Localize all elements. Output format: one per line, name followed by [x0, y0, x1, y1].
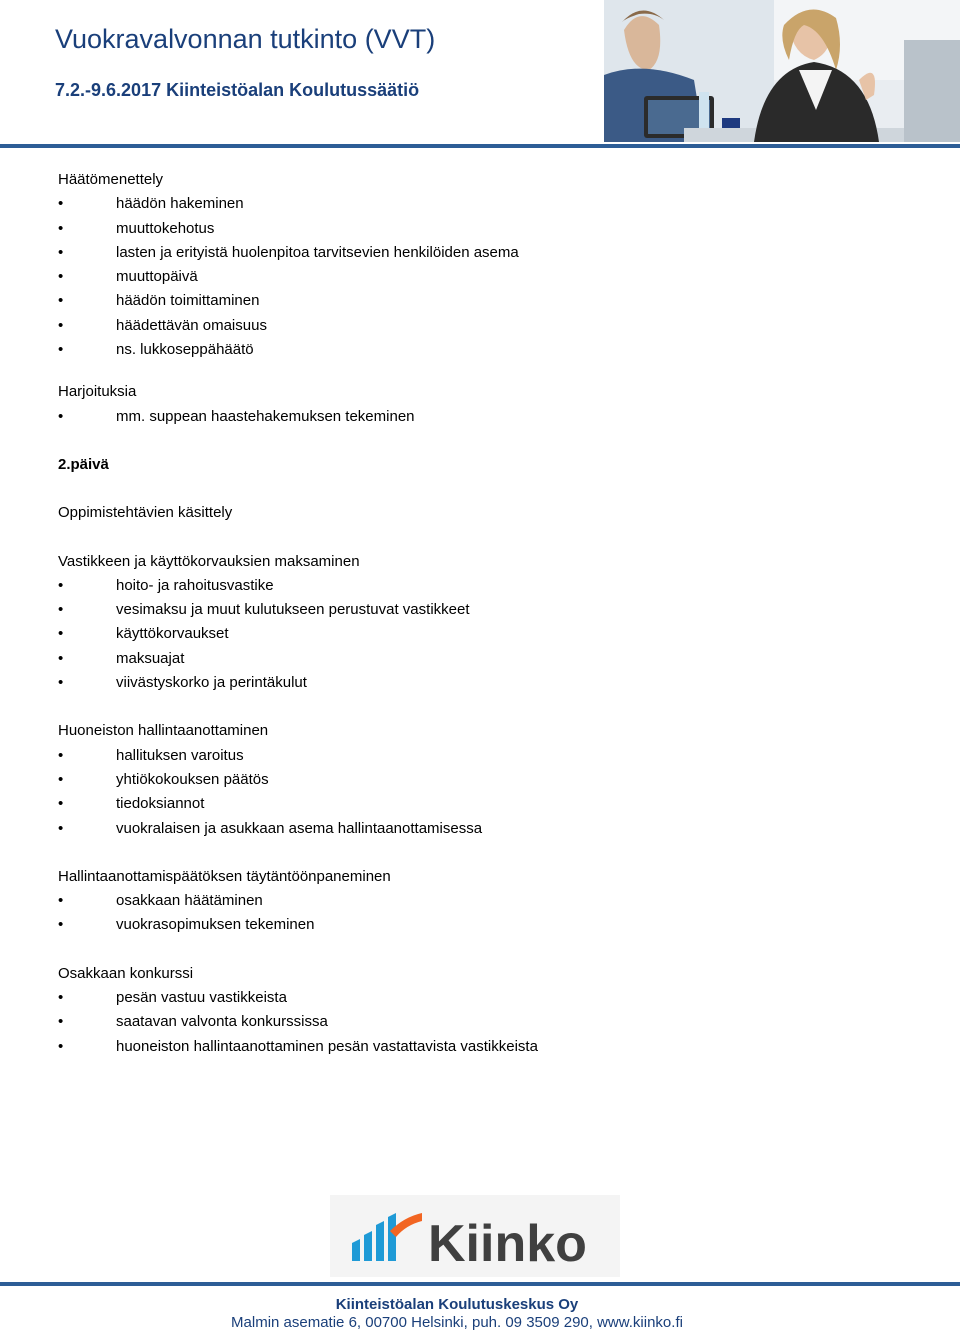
bullet-icon: • — [58, 1037, 64, 1055]
bullet-icon: • — [58, 316, 64, 334]
document-subtitle: 7.2.-9.6.2017 Kiinteistöalan Koulutussäätiö — [55, 80, 420, 100]
bullet-icon: • — [58, 219, 64, 237]
header-photo — [604, 0, 960, 142]
list-item: • muuttokehotus — [58, 217, 918, 241]
bullet-icon: • — [58, 407, 64, 425]
section-title-taytantoonpano: Hallintaanottamispäätöksen täytäntöönpaneminen — [58, 867, 391, 885]
bullet-icon: • — [58, 1013, 64, 1031]
footer-divider — [0, 1282, 960, 1286]
bullet-icon: • — [58, 243, 64, 261]
bullet-icon: • — [58, 916, 64, 934]
document-title: Vuokravalvonnan tutkinto (VVT) — [55, 24, 436, 54]
list-item: • tiedoksiannot — [58, 792, 918, 816]
document-body — [58, 168, 918, 1059]
list-item: • muuttopäivä — [58, 265, 918, 289]
list-item: • häädön hakeminen — [58, 192, 918, 216]
list-item: • osakkaan häätäminen — [58, 889, 918, 913]
list-item: • huoneiston hallintaanottaminen pesän vastattavista vastikkeista — [58, 1035, 918, 1059]
list-item: • viivästyskorko ja perintäkulut — [58, 671, 918, 695]
bullet-icon: • — [58, 892, 64, 910]
bullet-icon: • — [58, 649, 64, 667]
section-title-konkurssi: Osakkaan konkurssi — [58, 964, 194, 982]
footer-company-name: Kiinteistöalan Koulutuskeskus Oy — [335, 1296, 579, 1313]
list-item: • vuokrasopimuksen tekeminen — [58, 913, 918, 937]
bullet-icon: • — [58, 746, 64, 764]
section-title-oppimistehtavat: Oppimistehtävien käsittely — [58, 504, 233, 522]
bullet-icon: • — [58, 341, 64, 359]
section-title-hallintaanottaminen: Huoneiston hallintaanottaminen — [58, 722, 269, 740]
bullet-icon: • — [58, 674, 64, 692]
section-title-vastikkeet: Vastikkeen ja käyttökorvauksien maksaminen — [58, 552, 360, 570]
list-item: • häädettävän omaisuus — [58, 314, 918, 338]
list-vastikkeet — [58, 574, 918, 695]
list-item: • saatavan valvonta konkurssissa — [58, 1010, 918, 1034]
list-konkurssi — [58, 986, 918, 1059]
list-harjoituksia — [58, 405, 918, 429]
meeting-photo-illustration — [604, 0, 960, 142]
bullet-icon: • — [58, 601, 64, 619]
bullet-icon: • — [58, 795, 64, 813]
list-haatomenettely — [58, 192, 918, 362]
list-item: • mm. suppean haastehakemuksen tekeminen — [58, 405, 918, 429]
list-item: • häädön toimittaminen — [58, 289, 918, 313]
section-title-harjoituksia: Harjoituksia — [58, 383, 137, 401]
kiinko-logo-mark — [330, 1195, 620, 1277]
list-item: • lasten ja erityistä huolenpitoa tarvitsevien henkilöiden asema — [58, 241, 918, 265]
bullet-icon: • — [58, 195, 64, 213]
bullet-icon: • — [58, 770, 64, 788]
list-item: • maksuajat — [58, 647, 918, 671]
list-item: • pesän vastuu vastikkeista — [58, 986, 918, 1010]
logo-wordmark: Kiinko — [428, 1215, 587, 1273]
list-item: • vesimaksu ja muut kulutukseen perustuvat vastikkeet — [58, 598, 918, 622]
bullet-icon: • — [58, 819, 64, 837]
bullet-icon: • — [58, 576, 64, 594]
list-taytantoonpano — [58, 889, 918, 938]
list-hallintaanottaminen — [58, 744, 918, 841]
bullet-icon: • — [58, 268, 64, 286]
list-item: • vuokralaisen ja asukkaan asema hallintaanottamisessa — [58, 817, 918, 841]
header-divider — [0, 144, 960, 148]
day-heading: 2.päivä — [58, 455, 109, 473]
list-item: • käyttökorvaukset — [58, 622, 918, 646]
bullet-icon: • — [58, 292, 64, 310]
section-title-haatomenettely: Häätömenettely — [58, 171, 164, 188]
list-item: • hallituksen varoitus — [58, 744, 918, 768]
list-item: • ns. lukkoseppähäätö — [58, 338, 918, 362]
bullet-icon: • — [58, 989, 64, 1007]
list-item: • hoito- ja rahoitusvastike — [58, 574, 918, 598]
list-item: • yhtiökokouksen päätös — [58, 768, 918, 792]
footer-contact-info: Malmin asematie 6, 00700 Helsinki, puh. 09 3509 290, www.kiinko.fi — [231, 1314, 683, 1331]
kiinko-logo — [330, 1195, 620, 1277]
bullet-icon: • — [58, 625, 64, 643]
